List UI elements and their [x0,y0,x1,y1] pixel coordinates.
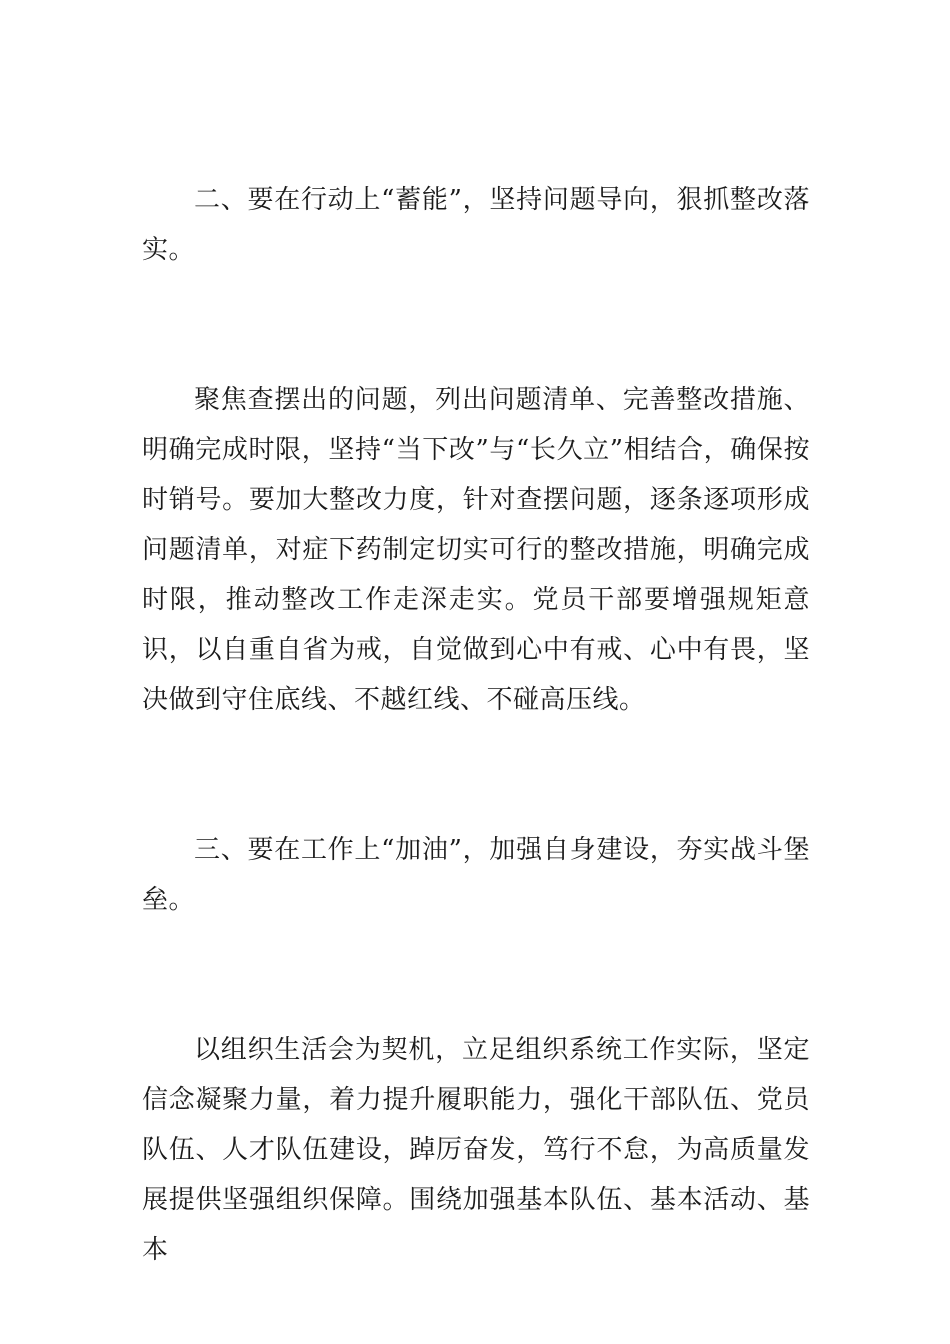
body-paragraph: 聚焦查摆出的问题，列出问题清单、完善整改措施、明确完成时限，坚持“当下改”与“长久立”相结合，确保按时销号。要加大整改力度，针对查摆问题，逐条逐项形成问题清单，对症下药制定切实可行的整改措施，明确完成时限，推动整改工作走深走实。党员干部要增强规矩意识，以自重自省为戒，自觉做到心中有戒、心中有畏，坚决做到守住底线、不越红线、不碰高压线。 [142,385,810,715]
section-heading-three: 三、要在工作上“加油”，加强自身建设，夯实战斗堡垒。 [142,835,810,915]
section-heading-two: 二、要在行动上“蓄能”，坚持问题导向，狠抓整改落实。 [142,185,810,265]
body-paragraph: 以组织生活会为契机，立足组织系统工作实际，坚定信念凝聚力量，着力提升履职能力，强化干部队伍、党员队伍、人才队伍建设，踔厉奋发，笃行不怠，为高质量发展提供坚强组织保障。围绕加强基本队伍、基本活动、基本 [142,1035,810,1265]
